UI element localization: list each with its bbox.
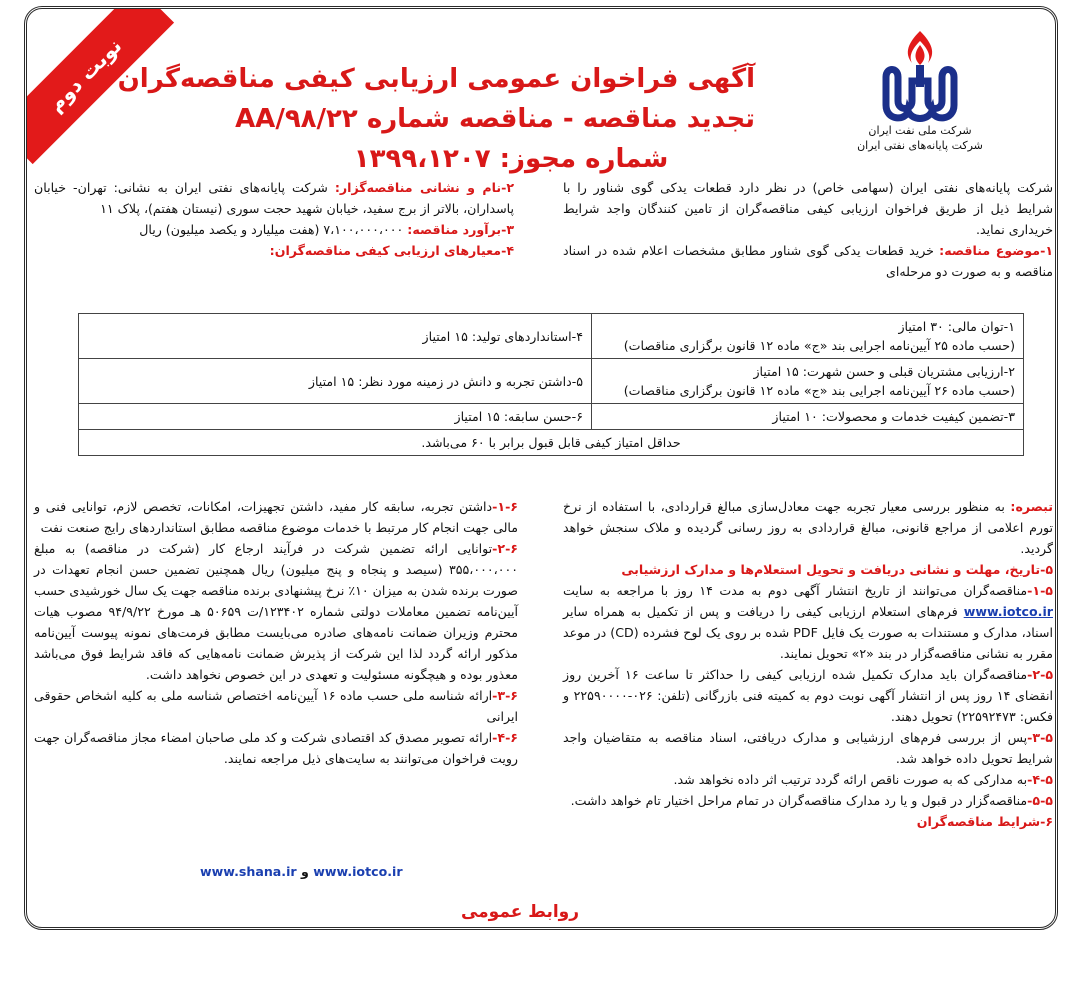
note-label: تبصره:: [1010, 499, 1053, 514]
section5-heading: ۵-تاریخ، مهلت و نشانی دریافت و تحویل استعلام‌ها و مدارک ارزشیابی: [621, 562, 1053, 577]
schedule-column: [563, 496, 1053, 832]
section6-item-4: ۴-۶-ارائه تصویر مصدق کد اقتصادی شرکت و کد ملی صاحبان امضاء مجاز مناقصه‌گران جهت رویت فراخوان می‌توانند به سایت‌های ذیل مراجعه نمایند.: [34, 730, 518, 766]
tenderer-column: [34, 177, 514, 261]
ribbon-label: نوبت دوم: [43, 33, 127, 117]
criteria-cell-6: ۶-حسن سابقه: ۱۵ امتیاز: [79, 404, 592, 430]
tenderer-label: ۲-نام و نشانی مناقصه‌گزار:: [334, 180, 514, 195]
note-text: به منظور بررسی معیار تجربه جهت معادل‌سازی مبالغ قراردادی، با استفاده از نرخ تورم اعلامی از مراجع قانونی، مبالغ قراردادی به روز رسانی گردیده و ملاک سنجش خواهد گردید.: [563, 499, 1053, 556]
title-line-2: تجدید مناقصه - مناقصه شماره ۹۸/۲۲/AA: [235, 104, 755, 134]
websites-line: [200, 864, 403, 879]
table-row: [79, 430, 1024, 456]
title-line-3: شماره مجوز: ۱۳۹۹،۱۲۰۷: [353, 144, 669, 174]
company-logo-block: [825, 27, 1015, 153]
tenderer-paragraph: [34, 177, 514, 219]
criteria-table: [78, 313, 1024, 456]
estimate-paragraph: [34, 219, 514, 240]
title-line-1: آگهی فراخوان عمومی ارزیابی کیفی مناقصه‌گران: [117, 64, 755, 94]
and-conjunction: و: [301, 864, 309, 879]
oil-company-logo-icon: [878, 27, 962, 123]
intro-text: شرکت پایانه‌های نفتی ایران (سهامی خاص) در نظر دارد قطعات یدکی گوی شناور را با شرایط ذیل از طریق فراخوان ارزیابی کیفی مناقصه‌گران از تامین کنندگان واجد شرایط خریداری نماید.: [563, 180, 1053, 237]
subject-label: ۱-موضوع مناقصه:: [939, 243, 1054, 258]
intro-column: [563, 177, 1053, 282]
table-row: [79, 314, 1024, 359]
conditions-column: [34, 496, 518, 769]
section6-item-2: ۲-۶-توانایی ارائه تضمین شرکت در فرآیند ارجاع کار (شرکت در مناقصه) به مبلغ ۳۵۵،۰۰۰،۰۰۰ (سیصد و پنجاه و پنج میلیون) ریال همچنین تضمین حسن انجام تعهدات در صورت برنده شدن به میزان ۱۰٪ نرخ پیشنهادی برنده مناقصه جهت یک سال خورشیدی حسب آیین‌نامه تضمین معاملات دولتی شماره ۱۲۳۴۰۲/ت ۵۰۶۵۹ هـ مورخ ۹۴/۹/۲۲ مصوب هیات محترم وزیران ضمانت نامه‌های صادره می‌بایست مطابق فرمت‌های نمونه پیوست آیین‌نامه مذکور ارائه گردد لذا این شرکت از پذیرش ضمانت نامه‌هایی که فاقد شرایط فوق می‌باشد معذور بوده و هیچگونه مسئولیت و تعهدی در این خصوص نخواهد داشت.: [34, 541, 519, 682]
tenderer-text: شرکت پایانه‌های نفتی ایران به نشانی: تهران- خیابان پاسداران، بالاتر از برج سفید، خیابان شهید حجت سوری (نیستان هفتم)، پلاک ۱۱: [34, 180, 514, 216]
logo-caption-1: شرکت ملی نفت ایران: [868, 124, 972, 137]
criteria-cell-2: ۲-ارزیابی مشتریان قبلی و حسن شهرت: ۱۵ امتیاز (حسب ماده ۲۶ آیین‌نامه اجرایی بند «ج» ماده ۱۲ قانون برگزاری مناقصات): [592, 359, 1024, 404]
iotco-link[interactable]: www.iotco.ir: [963, 604, 1053, 619]
table-row: [79, 359, 1024, 404]
criteria-heading: ۴-معیارهای ارزیابی کیفی مناقصه‌گران:: [269, 243, 514, 258]
ad-title-block: [117, 59, 755, 179]
criteria-cell-1: ۱-توان مالی: ۳۰ امتیاز (حسب ماده ۲۵ آیین‌نامه اجرایی بند «ج» ماده ۱۲ قانون برگزاری مناقصات): [592, 314, 1024, 359]
section5-item-3: ۳-۵-پس از بررسی فرم‌های ارزشیابی و مدارک دریافتی، اسناد مناقصه به متقاضیان واجد شرایط تحویل داده خواهد شد.: [563, 730, 1053, 766]
criteria-cell-5: ۵-داشتن تجربه و دانش در زمینه مورد نظر: ۱۵ امتیاز: [79, 359, 592, 404]
shana-link[interactable]: www.shana.ir: [200, 864, 297, 879]
logo-caption-2: شرکت پایانه‌های نفتی ایران: [857, 139, 983, 152]
criteria-cell-3: ۳-تضمین کیفیت خدمات و محصولات: ۱۰ امتیاز: [592, 404, 1024, 430]
section6-item-3: ۳-۶-ارائه شناسه ملی حسب ماده ۱۶ آیین‌نامه اختصاص شناسه ملی به کلیه اشخاص حقوقی ایرانی: [34, 688, 518, 724]
note-paragraph: [563, 496, 1053, 559]
section5-item-2: ۲-۵-مناقصه‌گران باید مدارک تکمیل شده ارزیابی کیفی را حداکثر تا ساعت ۱۶ آخرین روز انقضای ۱۴ روز پس از انتشار آگهی نوبت دوم به کمیته فنی بازرگانی (تلفن: ۰۲۶-۲۲۵۹۰۰۰۰ و فکس: ۲۲۵۹۲۴۷۳) تحویل دهند.: [563, 667, 1054, 724]
section5-item-4: ۴-۵-به مدارکی که به صورت ناقص ارائه گردد ترتیب اثر داده نخواهد شد.: [673, 772, 1053, 787]
estimate-label: ۳-برآورد مناقصه:: [407, 222, 514, 237]
criteria-cell-4: ۴-استانداردهای تولید: ۱۵ امتیاز: [79, 314, 592, 359]
minimum-score-cell: حداقل امتیاز کیفی قابل قبول برابر با ۶۰ می‌باشد.: [79, 430, 1024, 456]
estimate-text: ۷،۱۰۰،۰۰۰،۰۰۰ (هفت میلیارد و یکصد میلیون) ریال: [139, 222, 408, 237]
table-row: [79, 404, 1024, 430]
section6-heading: ۶-شرایط مناقصه‌گران: [916, 814, 1053, 829]
section5-item-5: ۵-۵-مناقصه‌گزار در قبول و یا رد مدارک مناقصه‌گران در تمام مراحل اختیار تام خواهد داشت.: [570, 793, 1053, 808]
iotco-link-2[interactable]: www.iotco.ir: [313, 864, 403, 879]
subject-paragraph: [563, 240, 1053, 282]
section5-item-1: ۱-۵-مناقصه‌گران می‌توانند از تاریخ انتشار آگهی دوم به مدت ۱۴ روز با مراجعه به سایت www.iotco.ir فرم‌های استعلام ارزیابی کیفی را دریافت و پس از تکمیل به همراه سایر اسناد، مدارک و مستندات به صورت یک فایل PDF شده بر روی یک لوح فشرده (CD) در موعد مقرر به نشانی مناقصه‌گزار در بند «۲» تحویل نمایند.: [563, 583, 1053, 661]
subject-text: خرید قطعات یدکی گوی شناور مطابق مشخصات اعلام شده در اسناد مناقصه و به صورت دو مرحله‌ای: [563, 243, 1053, 279]
section6-item-1: ۱-۶-داشتن تجربه، سابقه کار مفید، داشتن تجهیزات، امکانات، تخصص لازم، توانایی فنی و مالی جهت انجام کار مرتبط با خدمات موضوع مناقصه مطابق استانداردهای رایج صنعت نفت: [34, 499, 518, 535]
public-relations-footer: روابط عمومی: [460, 902, 580, 922]
